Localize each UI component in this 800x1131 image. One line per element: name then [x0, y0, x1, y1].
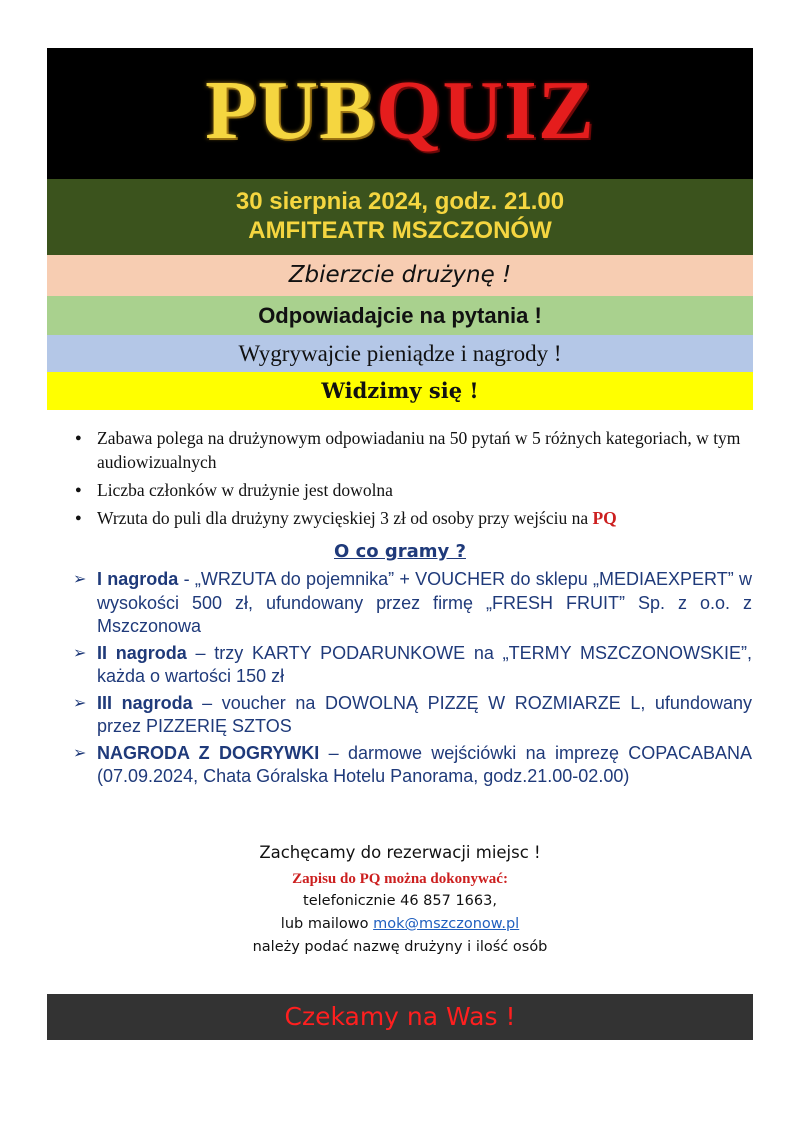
prize-name: II nagroda	[97, 642, 187, 663]
signup-title: Zapisu do PQ można dokonywać:	[292, 871, 508, 887]
poster-title	[47, 66, 753, 156]
event-info-band	[47, 179, 753, 255]
reservation-invite: Zachęcamy do rezerwacji miejsc !	[259, 843, 541, 862]
title-pub: PUB	[205, 64, 377, 157]
list-item: ● Liczba członków w drużynie jest dowolna	[75, 478, 765, 502]
pq-highlight: PQ	[592, 508, 617, 528]
list-item	[73, 642, 752, 689]
prizes-list	[73, 568, 752, 792]
email-link[interactable]: mok@mszczonow.pl	[373, 916, 520, 932]
title-quiz: QUIZ	[376, 64, 595, 157]
prize-name: III nagroda	[97, 692, 193, 713]
slogan-team: Zbierzcie drużynę !	[47, 255, 753, 296]
prizes-heading: O co gramy ?	[334, 541, 466, 562]
prize-name: NAGRODA Z DOGRYWKI	[97, 742, 320, 763]
list-item	[73, 568, 752, 639]
slogan-see-you: Widzimy się !	[47, 372, 753, 410]
slogan-answer: Odpowiadajcie na pytania !	[47, 296, 753, 335]
event-date: 30 sierpnia 2024, godz. 21.00	[235, 188, 565, 215]
prize-description: – voucher na DOWOLNĄ PIZZĘ W ROZMIARZE L, ufundowany przez PIZZERIĘ SZTOS	[97, 692, 752, 736]
closing-text: Czekamy na Was !	[284, 1002, 516, 1031]
list-item	[73, 692, 752, 739]
prize-name: I nagroda	[97, 569, 179, 589]
reservation-block	[0, 840, 800, 959]
poster	[47, 48, 753, 410]
event-venue: AMFITEATR MSZCZONÓW	[248, 217, 552, 244]
slogan-win: Wygrywajcie pieniądze i nagrody !	[47, 335, 753, 372]
closing-banner	[47, 994, 753, 1040]
list-item: ● Wrzuta do puli dla drużyny zwycięskiej 3 zł od osoby przy wejściu na PQ	[75, 506, 765, 530]
email-line: lub mailowo mok@mszczonow.pl	[280, 916, 520, 932]
list-item	[73, 742, 752, 789]
list-item: ● Zabawa polega na drużynowym odpowiadaniu na 50 pytań w 5 różnych kategoriach, w tym audiowizualnych	[75, 426, 765, 474]
header-banner	[47, 48, 753, 179]
prize-description: - „WRZUTA do pojemnika” + VOUCHER do sklepu „MEDIAEXPERT” w wysokości 500 zł, ufundowany przez firmę „FRESH FRUIT” Sp. z o.o. z Mszczonowa	[97, 569, 752, 636]
signup-note: należy podać nazwę drużyny i ilość osób	[252, 939, 548, 955]
prize-description: – darmowe wejściówki na imprezę COPACABANA (07.09.2024, Chata Góralska Hotelu Panorama, godz.21.00-02.00)	[97, 742, 752, 786]
phone-line: telefonicznie 46 857 1663,	[303, 893, 497, 909]
rules-list	[75, 426, 765, 534]
prize-description: – trzy KARTY PODARUNKOWE na „TERMY MSZCZONOWSKIE”, każda o wartości 150 zł	[97, 642, 752, 686]
